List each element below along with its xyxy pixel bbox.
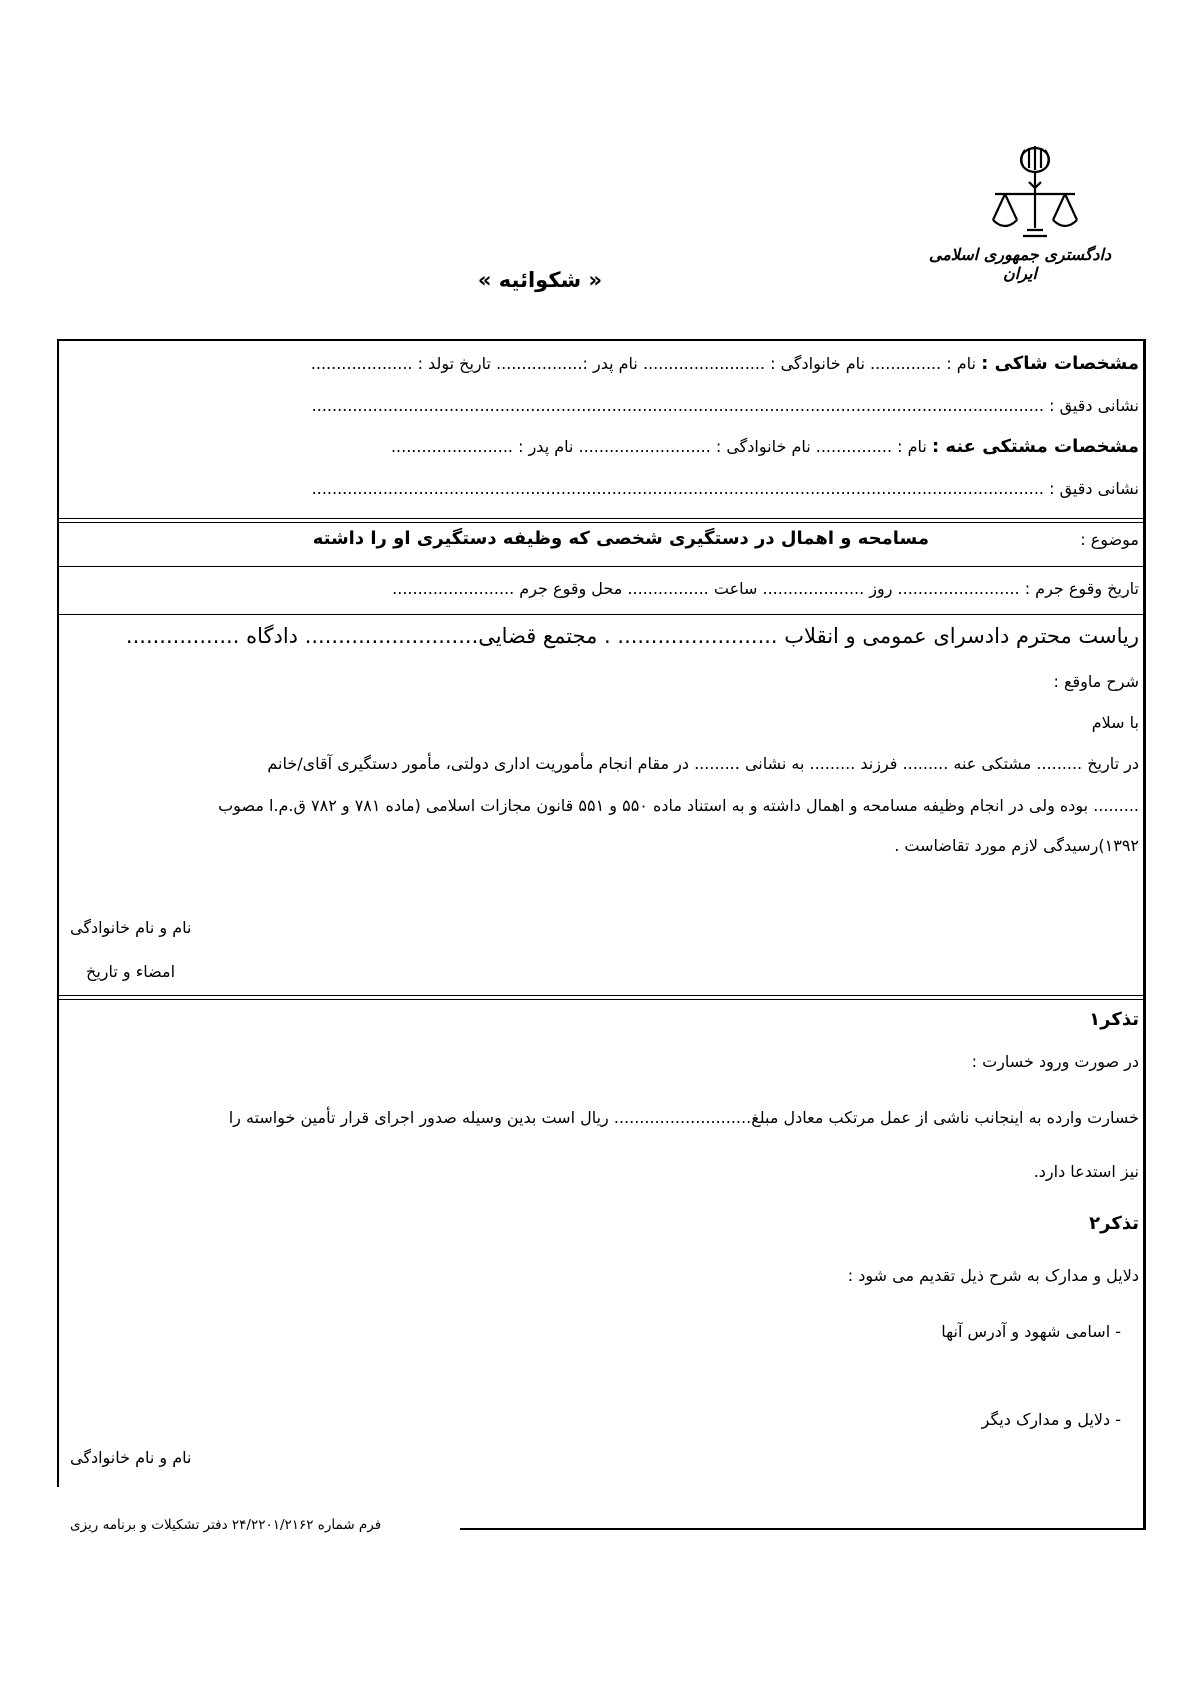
note2-list-item: - اسامی شهود و آدرس آنها	[941, 1322, 1121, 1341]
note1-line: در صورت ورود خسارت :	[971, 1052, 1139, 1071]
signature-name-label: نام و نام خانوادگی	[70, 918, 192, 937]
subject-label: موضوع :	[1080, 530, 1139, 549]
note2-list-item: - دلایل و مدارک دیگر	[981, 1410, 1121, 1429]
incident-details: تاریخ وقوع جرم : ........................ روز .................... ساعت ................ محل وقوع جرم ........................	[392, 579, 1139, 598]
frame-top-border	[57, 339, 1146, 341]
subject-text: مسامحه و اهمال در دستگیری شخصی که وظیفه دستگیری او را داشته	[312, 528, 929, 549]
note1-line: خسارت وارده به اینجانب ناشی از عمل مرتکب معادل مبلغ........................... ریال است بدین وسیله صدور اجرای قرار تأمین خواسته را	[228, 1108, 1139, 1127]
paragraph-line: ......... بوده ولی در انجام وظیفه مسامحه و اهمال داشته و به استناد ماده ۵۵۰ و ۵۵۱ قانون مجازات اسلامی (ماده ۷۸۱ و ۷۸۲ ق.م.ا مصوب	[218, 796, 1139, 815]
paragraph-line: ۱۳۹۲)رسیدگی لازم مورد تقاضاست .	[894, 836, 1139, 855]
complainant-heading: مشخصات شاکی :	[981, 353, 1139, 374]
frame-bottom-border	[460, 1528, 1146, 1530]
note2-heading: تذکر۲	[1089, 1213, 1139, 1234]
complainant-fields: نام : .............. نام خانوادگی : ........................ نام پدر :................. تاریخ تولد : ....................	[310, 354, 977, 373]
section-divider	[57, 566, 1146, 567]
note2-line: دلایل و مدارک به شرح ذیل تقدیم می شود :	[847, 1266, 1139, 1285]
description-label: شرح ماوقع :	[1053, 672, 1139, 691]
defendant-fields: نام : ............... نام خانوادگی : .......................... نام پدر : ........................	[390, 437, 927, 456]
addressee-line: ریاست محترم دادسرای عمومی و انقلاب ........................ . مجتمع قضایی.......................... دادگاه .................	[125, 624, 1139, 648]
judiciary-emblem-icon	[985, 142, 1085, 242]
organization-name: دادگستری جمهوری اسلامی ایران	[928, 245, 1112, 283]
complainant-row	[311, 352, 1139, 376]
page-title: « شکوائیه »	[477, 268, 603, 292]
section-divider	[57, 518, 1146, 523]
note1-line: نیز استدعا دارد.	[1033, 1162, 1139, 1181]
section-divider	[57, 614, 1146, 615]
greeting: با سلام	[1091, 713, 1139, 732]
signature-date-label: امضاء و تاریخ	[86, 962, 176, 981]
subject-row	[1080, 528, 1139, 552]
note1-heading: تذکر۱	[1089, 1009, 1139, 1030]
defendant-heading: مشخصات مشتکی عنه :	[931, 436, 1139, 457]
complainant-address: نشانی دقیق : ................................................................................................................................................	[311, 396, 1139, 415]
signature-name-label: نام و نام خانوادگی	[70, 1448, 192, 1467]
defendant-row	[391, 435, 1139, 459]
defendant-address: نشانی دقیق : ................................................................................................................................................	[311, 479, 1139, 498]
section-divider	[57, 995, 1146, 1000]
form-number: فرم شماره ۲۴/۲۲۰۱/۲۱۶۲ دفتر تشکیلات و برنامه ریزی	[70, 1517, 382, 1533]
paragraph-line: در تاریخ ......... مشتکی عنه ......... فرزند ......... به نشانی ......... در مقام انجام مأموریت اداری دولتی، مأمور دستگیری آقای/خانم	[267, 754, 1139, 773]
frame-left-border	[57, 339, 59, 1487]
